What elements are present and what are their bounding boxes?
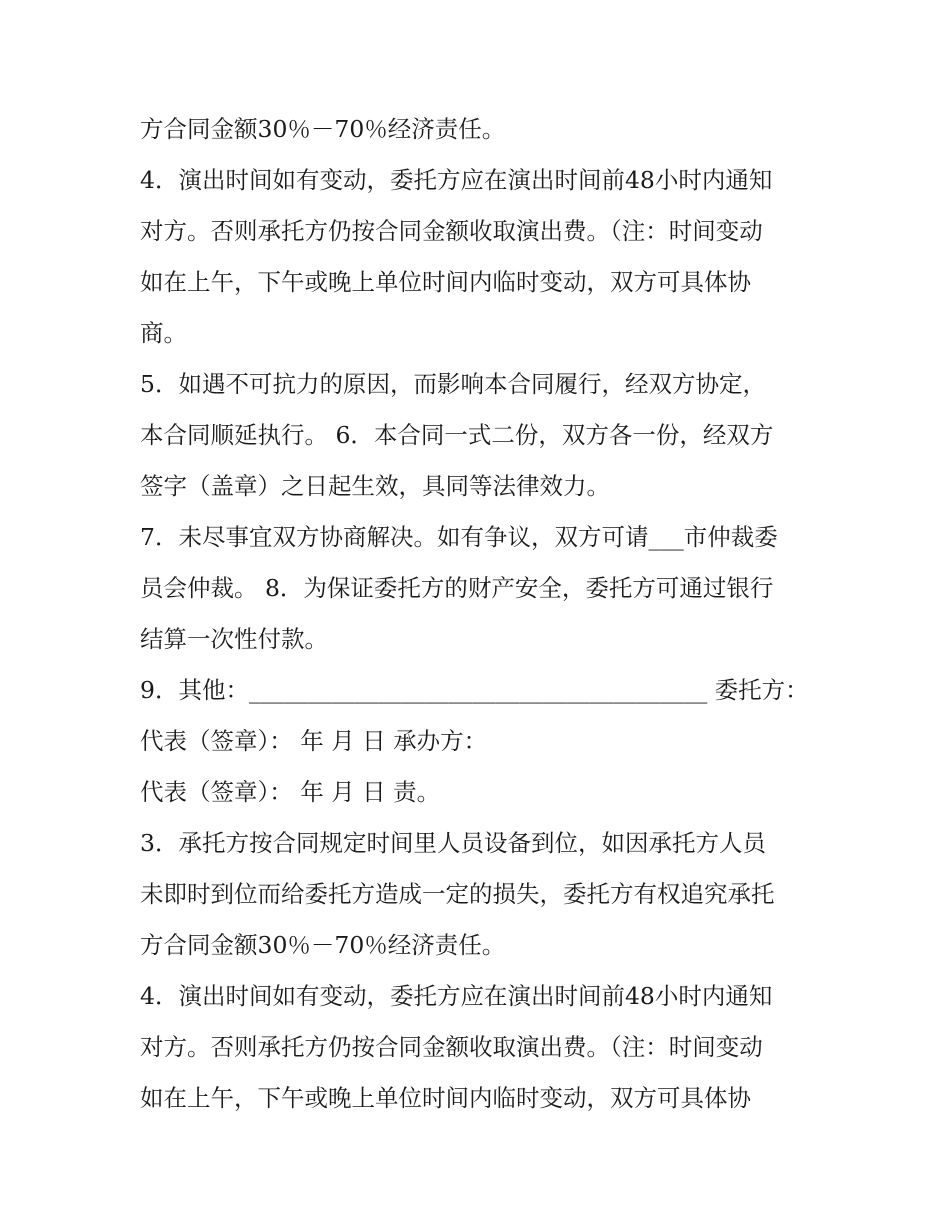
text-line: 4．演出时间如有变动，委托方应在演出时间前48小时内通知: [140, 166, 773, 194]
text-line: 4．演出时间如有变动，委托方应在演出时间前48小时内通知: [140, 982, 773, 1010]
text-line: 5．如遇不可抗力的原因，而影响本合同履行，经双方协定，: [140, 370, 766, 398]
text-line: 结算一次性付款。: [140, 625, 328, 653]
text-line: 员会仲裁。 8．为保证委托方的财产安全，委托方可通过银行: [140, 574, 774, 602]
text-line: 商。: [140, 319, 187, 347]
text-line: 如在上午，下午或晚上单位时间内临时变动，双方可具体协: [140, 1084, 751, 1112]
text-line: 代表（签章）： 年 月 日 责。: [140, 778, 441, 806]
text-line: 方合同金额30％－70％经济责任。: [140, 115, 506, 143]
text-line: 本合同顺延执行。 6．本合同一式二份，双方各一份，经双方: [140, 421, 774, 449]
document-body: [140, 104, 830, 1124]
text-line: 方合同金额30％－70％经济责任。: [140, 931, 506, 959]
text-line: 3．承托方按合同规定时间里人员设备到位，如因承托方人员: [140, 829, 766, 857]
text-line: 7．未尽事宜双方协商解决。如有争议，双方可请___市仲裁委: [140, 523, 778, 551]
text-line: 签字（盖章）之日起生效，具同等法律效力。: [140, 472, 610, 500]
text-line: 代表（签章）： 年 月 日 承办方：: [140, 727, 488, 755]
text-line: 如在上午，下午或晚上单位时间内临时变动，双方可具体协: [140, 268, 751, 296]
text-line: 对方。否则承托方仍按合同金额收取演出费。（注：时间变动: [140, 1033, 763, 1061]
text-line: 未即时到位而给委托方造成一定的损失，委托方有权追究承托: [140, 880, 775, 908]
text-line: 对方。否则承托方仍按合同金额收取演出费。（注：时间变动: [140, 217, 763, 245]
text-line: 9．其他：_______________________________________ 委托方：: [140, 676, 809, 704]
